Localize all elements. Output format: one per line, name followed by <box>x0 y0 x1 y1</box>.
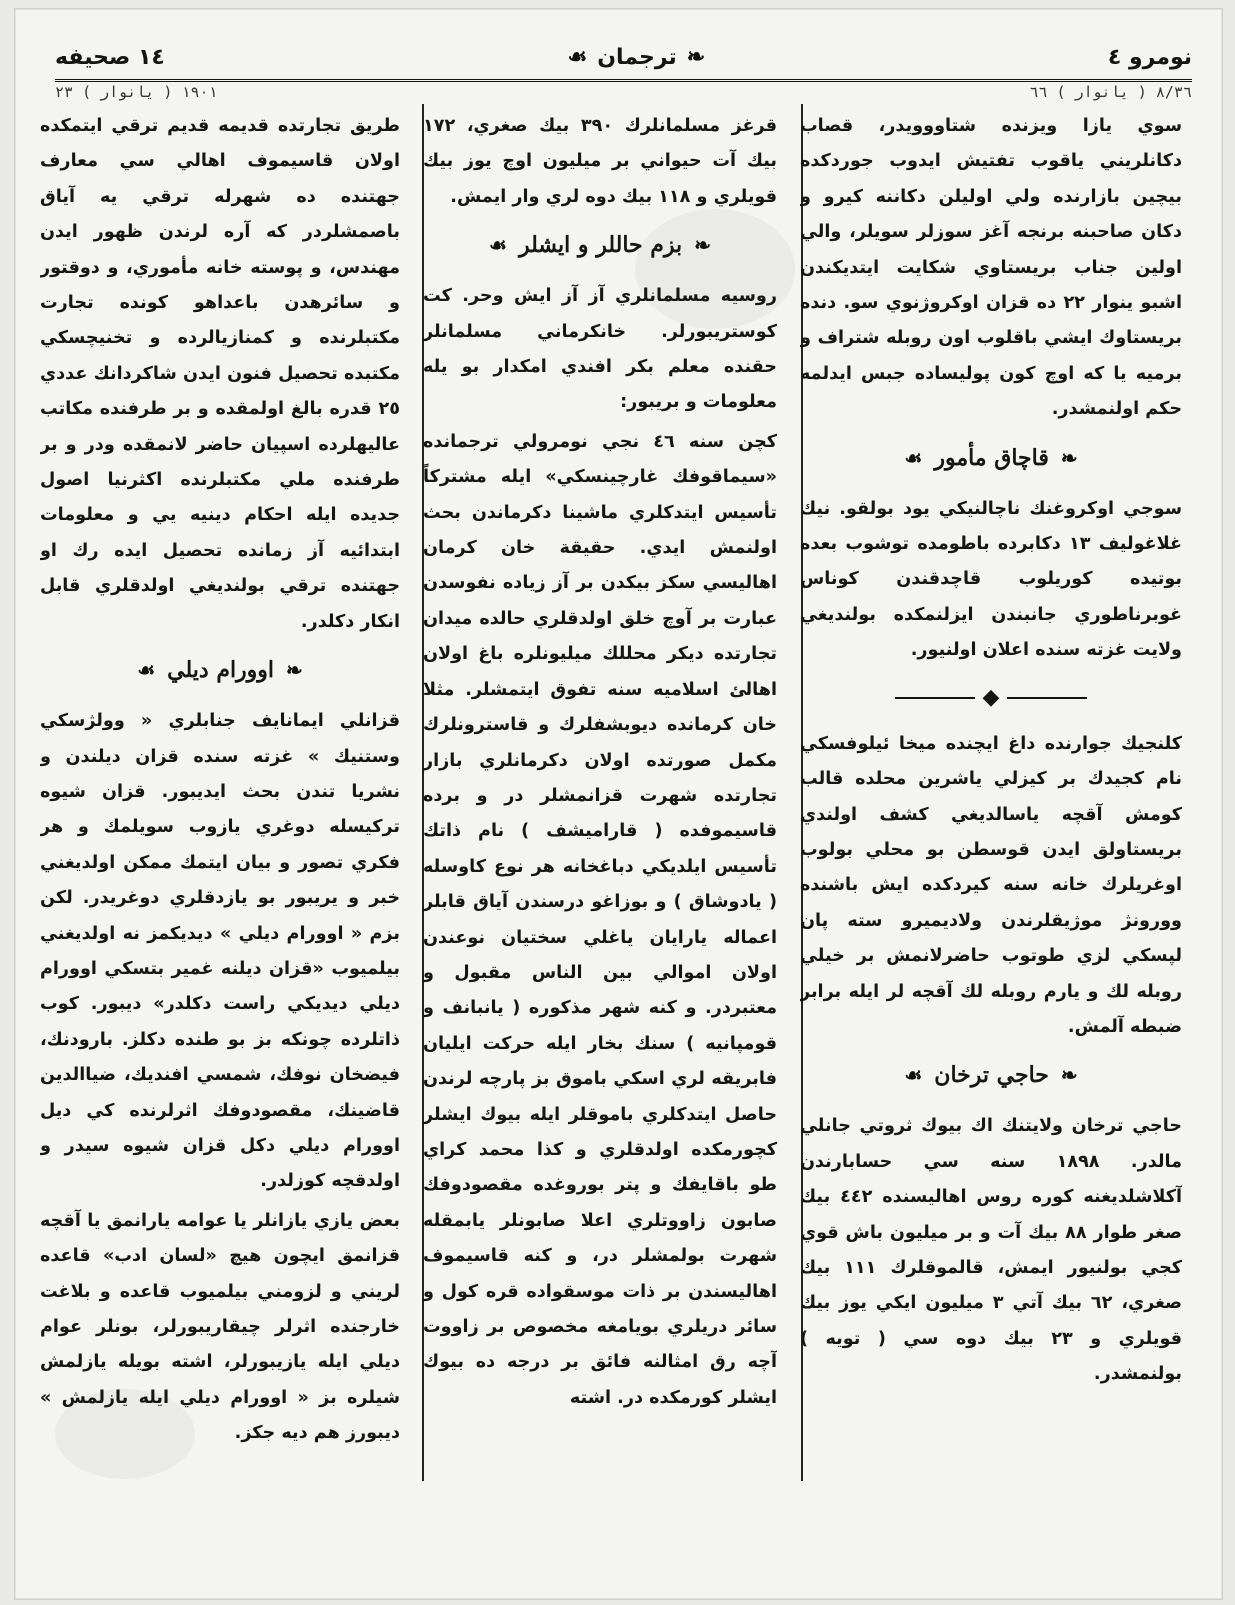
ornament-icon: ❧ <box>694 233 711 258</box>
issue-number: نومرو ٤ <box>1107 44 1192 70</box>
ornament-icon: ❧ <box>1060 1063 1078 1088</box>
article-paragraph: حاجي ترخان ولايتنك اك بيوك ثروتي جانلي مالدر. ١٨٩٨ سنه سي حسابارندن آكلاشلديغنه كوره روس اهاليسنده ٤٤٢ بيك صغر طوار ٨٨ بيك آت و بر ميليون باش قوي كجي بولنيور ايمش، قالموقلرك ١١١ بيك صغري، ٦٢ بيك آتي ٣ ميليون ايكي يوز بيك قويلري و ٢٣ بيك دوه سي ( تويه ) بولنمشدر. <box>800 1116 1182 1385</box>
ornament-icon: ☙ <box>904 1063 923 1088</box>
ornament-icon: ❧ <box>286 658 303 683</box>
ornament-icon: ❧ <box>686 44 706 70</box>
dateline <box>55 83 1192 103</box>
ornament-icon: ☙ <box>567 44 588 70</box>
article-heading <box>800 438 1182 478</box>
article-heading <box>40 650 400 690</box>
date-right: ٨/٣٦ ( يانوار ) ٦٦ <box>1029 83 1192 101</box>
column-right <box>800 109 1182 1489</box>
ornament-icon: ☙ <box>904 445 923 470</box>
newspaper-title <box>567 44 705 70</box>
article-paragraph: طريق تجارتده قديمه قديم ترقي ايتمكده اولان قاسيموف اهالي سي معارف جهتنده ده شهرله ترقي يه آياق باصمشلردر كه آره لرندن ظهور ايدن مهندس، و پوسته خانه مأموري، و دوقتور و سائرهدن باعداهو كونده تجارت مكتبلرنده و كمنازيالرده و تخنيچسكي مكتبده تحصيل فنون ايدن شاكردانك عددي ٢٥ قدره بالغ اولمقده و بر طرفنده مكاتب عاليهلرده اسپيان حاضر لانمقده ودر و بر طرفنده ملي مكتبلرنده اكثرنيا اصول جديده ايله احكام دينيه يي و معلومات ابتدائيه آز زمانده تحصيل ايده رك او جهتنده ترقي بولنديغي اولدقلري قابل انكار دكلدر. <box>40 116 400 632</box>
ornament-icon: ☙ <box>489 233 507 258</box>
title-text: ترجمان <box>597 44 677 70</box>
header-rule <box>55 79 1192 82</box>
article-paragraph: كچن سنه ٤٦ نجي نومرولي ترجمانده «سيماقوفك غارچينسكي» ايله مشتركاً تأسيس ايتدكلري ماشينا دكرماندن بحث اولنمش ايدي. حقيقة خان كرمان اهاليسي سكز بيكدن بر آز زياده نفوسدن عبارت بر آوچ خلق اولدقلري حالده ميدان تجارتده ديكر محللك ميليونلره باغ اولان اهالئ اسلاميه سنه تفوق ايتمشلر. مثلا خان كرمانده ديوبشفلرك و قاسترونلرك مكمل صورتده اولان دكرمانلري بازار تجارتده شهرت قزانمشلر در و برده قاسيموفده ( قاراميشف ) نام ذاتك تأسيس ايلديكي دباغخانه هر نوع كاوسله ( يادوشاق ) و بوزاغو درسندن آياق قابلر اعماله يارايان ياغلي سختيان نوعندن اولان اموالي بين الناس مقبول و معتبردر. و كنه شهر مذكوره ( يانبانف و قومپانيه ) سنك بخار ايله حركت ايليان فابريقه لري اسكي باموق بز پارچه لرندن حاصل ايتدكلري باموقلر ايله بيوك ايشلر كچورمكده اولدقلري و كذا محمد كراي طو باقايفك و پتر بوروغده مقصودوفك صابون زاووتلري اعلا صابونلر يابمقله شهرت بولمشلر در، و كنه قاسيموف اهاليسندن بر ذات موسقواده قره كول و سائر دريلري بويامغه مخصوص بر زاووت آچه رق امثالنه فائق بر درجه ده بيوك ايشلر كورمكده در. اشته <box>423 431 777 1408</box>
article-paragraph: قرغز مسلمانلرك ٣٩٠ بيك صغري، ١٧٢ بيك آت حيواني بر ميليون اوچ يوز بيك قويلري و ١١٨ بيك دوه لري وار ايمش. <box>423 116 777 207</box>
date-left: ١٩٠١ ( يانوار ) ٢٣ <box>55 83 218 101</box>
article-paragraph: سوي يازا ويزنده شتاووويدر، قصاب دكانلريني ياقوب تفتيش ايدوب جوردكده بيچين بازارنده ولي اوليلن دكاننه كيرو و دكان صاحبنه برنجه آغز سوزلر سويلر، والي اولين جناب بريستاوي شكايت ايتديكندن اشبو ينوار ٢٢ ده قزان اوكروژنوي سو. دنده بريستاوك ايشي باقلوب اون روبله شتراف و برميه يا كه اوچ كون پوليساده جبس ايدلمه حكم اولنمشدر. <box>800 116 1182 420</box>
article-paragraph: قزانلي ايمانايف جنابلري « وولژسكي وستنيك » غزته سنده قزان ديلندن و نشريا تندن بحث ايديبور. قزان شيوه تركيسله دوغري يازوب سويلمك و هر فكري تصور و بيان ايتمك ممكن اولديغني خبر و يريبور بو يازدقلري دوغريدر. لكن بزم « اوورام ديلي » ديديكمز نه اولديغني بيلميوب «قزان ديلنه غمير بتسكي اوورام ديلي ديديكي راست دكلدر» ديبور. كوب ذاتلرده چونكه بز بو طنده دكلز. بارودنك، فيضخان نوفك، شمسي افنديك، ضياالدين قاضينك، مقصودوفك اثرلرنده كي ديل اوورام ديلي دكل قزان شيوه سيدر و اولدقچه كوزلدر. <box>40 711 400 1192</box>
masthead <box>55 35 1192 79</box>
ornament-icon: ❧ <box>1060 445 1078 470</box>
article-paragraph: سوجي اوكروغنك ناچالنيكي يود بولقو. نيك غلاغوليف ١٣ دكابرده باطومده توشوب بعده بوتيده كوريلوب قاچدقندن كوناس غوبرناطوري جانبندن ايزلنمكده بولنديغي ولايت غزته سنده اعلان اولنيور. <box>800 498 1182 661</box>
article-paragraph: روسيه مسلمانلري آز آز ايش وحر. كت كوستريبورلر. خانكرماني مسلمانلر حقنده معلم بكر افندي امكدار بو يله معلومات و بريبور: <box>423 286 777 413</box>
article-heading <box>800 1055 1182 1095</box>
article-paragraph: بعض يازي يازانلر يا عوامه يارانمق يا آقچه قزانمق ايچون هيچ «لسان ادب» قاعده لريني و لزومني بيلميوب قاعده و بلاغت خارجنده اثرلر چيقاريبورلر، بونلر عوام ديلي ايله يازيبورلر، اشته بويله يازلمش شيلره بز « اوورام ديلي ايله يازلمش » ديبورز هم ديه جكز. <box>40 1210 400 1444</box>
column-left <box>40 109 400 1489</box>
heading-text: حاجي ترخان <box>934 1062 1049 1089</box>
heading-text: قاچاق مأمور <box>934 444 1049 471</box>
heading-text: بزم حاللر و ايشلر <box>518 232 683 259</box>
column-middle <box>423 109 777 1489</box>
section-divider: ◆ <box>800 683 1182 713</box>
ornament-icon: ☙ <box>137 658 156 683</box>
article-heading <box>423 225 777 265</box>
newspaper-page <box>14 8 1223 1600</box>
heading-text: اوورام ديلي <box>167 657 275 684</box>
article-paragraph: كلنجيك جوارنده داغ ايچنده ميخا ئيلوفسكي نام كجيدك بر كيزلي ياشرين محلده قالب كومش آقچه ياسالديغي كشف اولندي بريستاولق ايدن قوسطن بو محلي بولوب اوغريلرك خانه سنه كيردكده ايش باشنده وورونژ موژيقلرندن ولاديميرو سته پان لپسكي لزي طوتوب حاضرلانمش بر خيلي روبله لك و يارم روبله لك آقچه لر ايله برابر ضبطه آلمش. <box>800 733 1182 1037</box>
page-number: ١٤ صحيفه <box>55 44 165 70</box>
